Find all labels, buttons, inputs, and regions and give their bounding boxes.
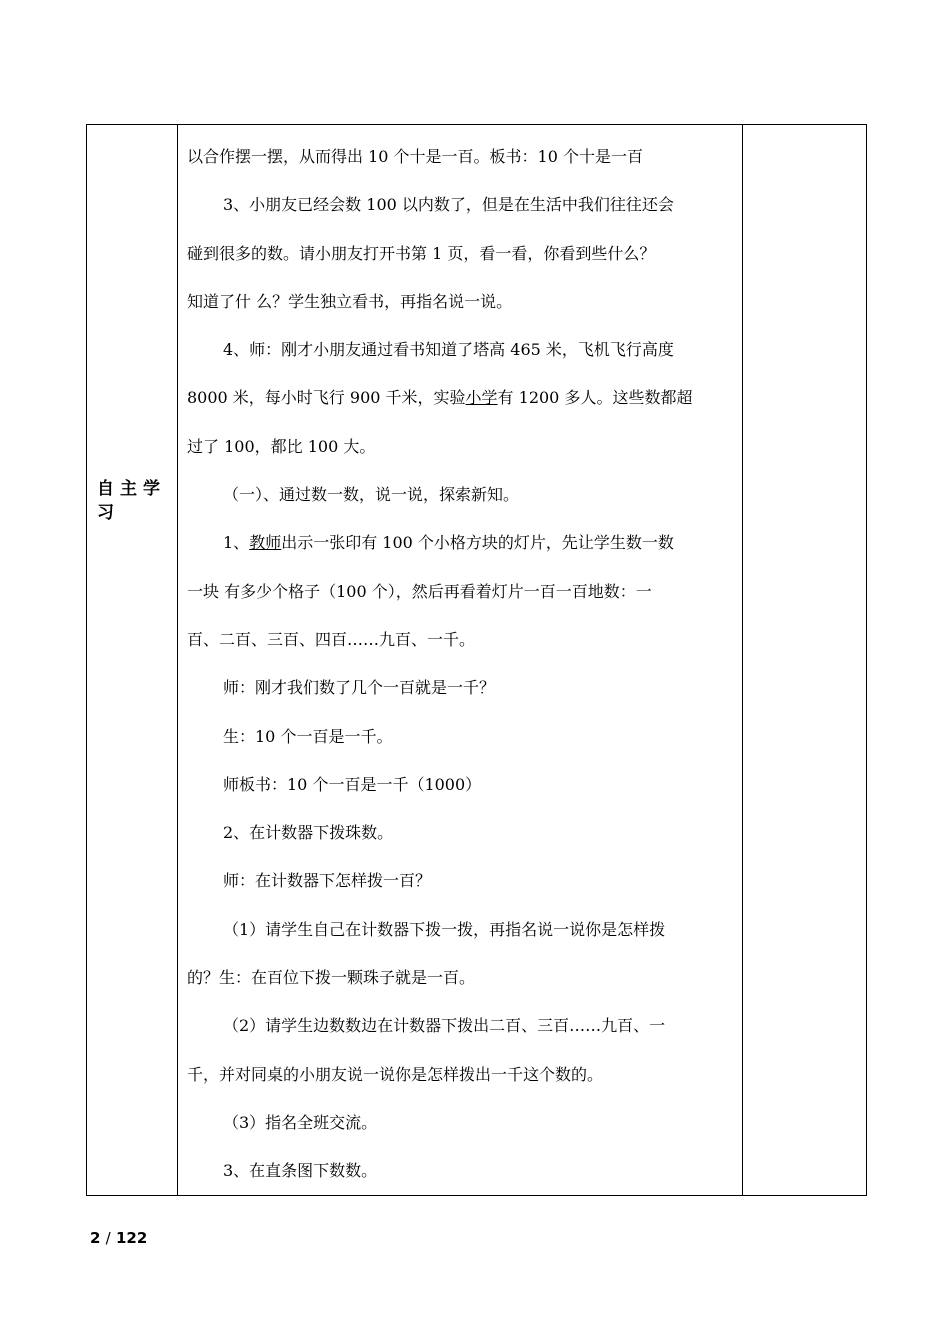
content-line-12: 师：刚才我们数了几个一百就是一千？ bbox=[223, 678, 496, 698]
underlined-term: 教师 bbox=[249, 533, 282, 553]
content-line-5: 4、师：刚才小朋友通过看书知道了塔高 465 米，飞机飞行高度 bbox=[223, 340, 674, 360]
column-divider-right bbox=[742, 125, 743, 1195]
page-total: 122 bbox=[115, 1229, 148, 1247]
content-line-7: 过了 100，都比 100 大。 bbox=[187, 436, 376, 456]
content-line-22: 3、在直条图下数数。 bbox=[223, 1161, 378, 1181]
content-line-2: 3、小朋友已经会数 100 以内数了，但是在生活中我们往往还会 bbox=[223, 195, 674, 215]
content-line-6: 8000 米，每小时飞行 900 千米，实验小学有 1200 多人。这些数都超 bbox=[187, 388, 693, 408]
underlined-term: 小学 bbox=[465, 388, 498, 408]
column-divider-left bbox=[177, 125, 178, 1195]
lesson-content bbox=[187, 143, 737, 1206]
page-separator: / bbox=[105, 1229, 111, 1247]
content-line-21: （3）指名全班交流。 bbox=[223, 1112, 378, 1132]
section-label: 自主学习 bbox=[97, 479, 166, 523]
content-line-17: （1）请学生自己在计数器下拨一拨，再指名说一说你是怎样拨 bbox=[223, 919, 666, 939]
page-current: 2 bbox=[90, 1229, 101, 1247]
content-line-10: 一块 有多少个格子（100 个），然后再看着灯片一百一百地数：一 bbox=[187, 581, 652, 601]
content-line-13: 生：10 个一百是一千。 bbox=[223, 726, 393, 746]
content-line-16: 师：在计数器下怎样拨一百？ bbox=[223, 871, 432, 891]
content-line-1: 以合作摆一摆，从而得出 10 个十是一百。板书：10 个十是一百 bbox=[187, 147, 643, 166]
content-line-14: 师板书：10 个一百是一千（1000） bbox=[223, 774, 482, 794]
content-line-19: （2）请学生边数数边在计数器下拨出二百、三百……九百、一 bbox=[223, 1016, 666, 1036]
content-line-11: 百、二百、三百、四百……九百、一千。 bbox=[187, 629, 476, 649]
content-line-9: 1、教师出示一张印有 100 个小格方块的灯片，先让学生数一数 bbox=[223, 533, 674, 553]
content-line-15: 2、在计数器下拨珠数。 bbox=[223, 823, 394, 843]
lesson-table bbox=[86, 124, 867, 1196]
content-line-4: 知道了什 么？学生独立看书，再指名说一说。 bbox=[187, 291, 513, 311]
page-number bbox=[90, 1229, 147, 1247]
content-line-18: 的？生：在百位下拨一颗珠子就是一百。 bbox=[187, 968, 476, 988]
content-line-20: 千，并对同桌的小朋友说一说你是怎样拨出一千这个数的。 bbox=[187, 1064, 604, 1084]
content-line-3: 碰到很多的数。请小朋友打开书第 1 页，看一看，你看到些什么？ bbox=[187, 243, 656, 263]
content-line-8: （一）、通过数一数，说一说，探索新知。 bbox=[223, 485, 520, 505]
